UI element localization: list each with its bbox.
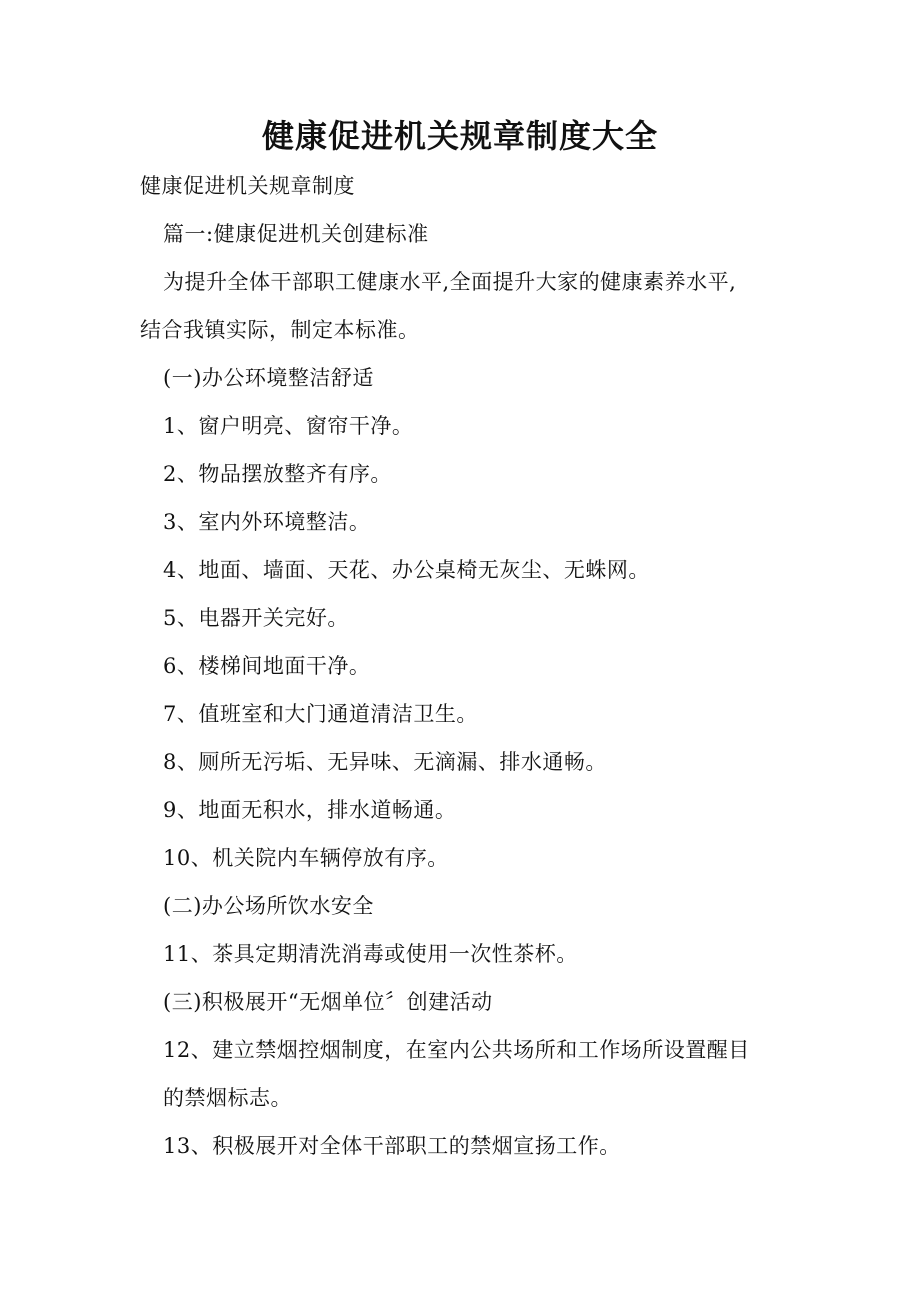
list-item: 5、电器开关完好。: [163, 606, 349, 630]
list-item-line-2: 的禁烟标志。: [163, 1086, 292, 1110]
section-heading-2: (二)办公场所饮水安全: [163, 894, 374, 918]
list-item: 6、楼梯间地面干净。: [163, 654, 371, 678]
list-item: 4、地面、墙面、天花、办公桌椅无灰尘、无蛛网。: [163, 558, 650, 582]
list-item: 7、值班室和大门通道清洁卫生。: [163, 702, 478, 726]
list-item: 13、积极展开对全体干部职工的禁烟宣扬工作。: [163, 1134, 621, 1158]
list-item: 9、地面无积水，排水道畅通。: [163, 798, 457, 822]
list-item: 2、物品摆放整齐有序。: [163, 462, 392, 486]
document-title: 健康促进机关规章制度大全: [261, 117, 658, 155]
list-item: 3、室内外环境整洁。: [163, 510, 371, 534]
document-subtitle: 健康促进机关规章制度: [140, 174, 355, 198]
list-item: 11、茶具定期清洗消毒或使用一次性茶杯。: [163, 942, 578, 966]
list-item: 8、厕所无污垢、无异味、无滴漏、排水通畅。: [163, 750, 607, 774]
list-item-line-1: 12、建立禁烟控烟制度，在室内公共场所和工作场所设置醒目: [163, 1038, 750, 1062]
list-item: 10、机关院内车辆停放有序。: [163, 846, 449, 870]
intro-paragraph-line-1: 为提升全体干部职工健康水平,全面提升大家的健康素养水平,: [163, 270, 737, 294]
section-heading-1: (一)办公环境整洁舒适: [163, 366, 374, 390]
list-item: 1、窗户明亮、窗帘干净。: [163, 414, 414, 438]
chapter-heading: 篇一:健康促进机关创建标准: [163, 222, 429, 246]
intro-paragraph-line-2: 结合我镇实际，制定本标准。: [140, 318, 420, 342]
section-heading-3: (三)积极展开“无烟单位〞创建活动: [163, 990, 493, 1014]
